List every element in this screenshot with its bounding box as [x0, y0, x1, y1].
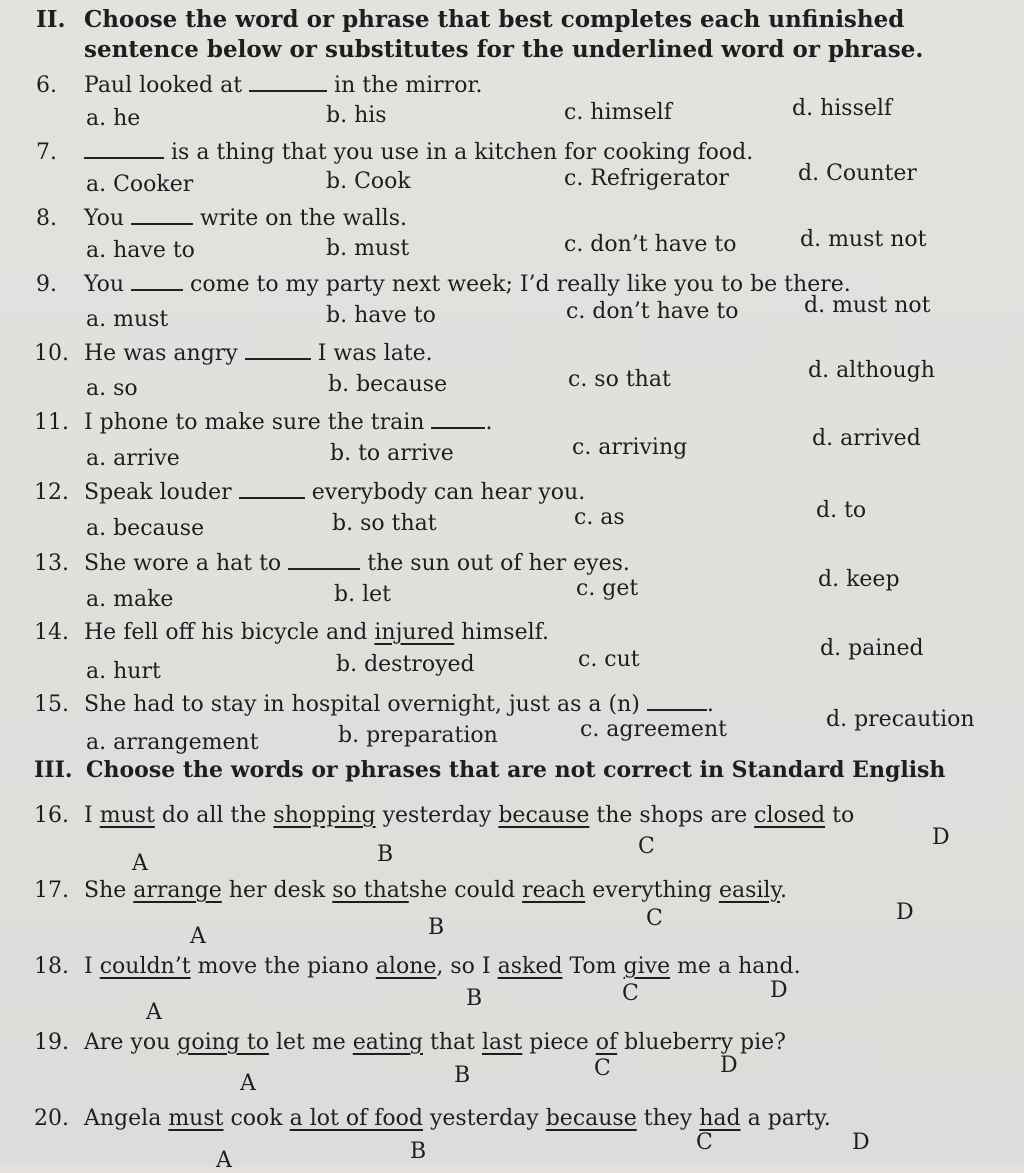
option-a: a. he: [86, 106, 141, 131]
underlined-part-c: because: [498, 803, 590, 828]
sentence-text: a party.: [747, 1106, 831, 1131]
sentence-text: she could: [408, 878, 516, 903]
underlined-part-a: couldn’t: [99, 954, 191, 979]
option-b: b. to arrive: [330, 441, 454, 466]
label-d: D: [896, 900, 914, 925]
question-text: I was late.: [317, 341, 433, 366]
question-14: [34, 620, 549, 645]
question-number: 6.: [36, 73, 57, 98]
underlined-part-d: give: [623, 954, 671, 979]
option-a: a. make: [86, 587, 174, 612]
sentence-text: Tom: [569, 954, 617, 979]
label-d: D: [932, 825, 950, 850]
question-10: [34, 340, 433, 366]
option-a: a. because: [86, 516, 205, 541]
option-c: c. himself: [564, 100, 672, 125]
answer-blank: [131, 271, 183, 291]
underlined-part-c: last: [481, 1030, 523, 1055]
label-d: D: [770, 978, 788, 1003]
underlined-part-d: closed: [754, 803, 826, 828]
question-text: He fell off his bicycle and: [84, 620, 368, 645]
answer-blank: [288, 550, 360, 570]
question-text: .: [706, 692, 714, 717]
question-text: She had to stay in hospital overnight, just as a (n): [84, 692, 640, 717]
underlined-part-a: arrange: [133, 878, 222, 903]
question-13: [34, 550, 630, 576]
question-7: [36, 139, 753, 165]
underlined-part-a: going to: [177, 1030, 269, 1055]
question-text: Paul looked at: [84, 73, 243, 98]
question-20: [34, 1106, 831, 1131]
question-12: [34, 479, 585, 505]
section-3-heading: [34, 757, 945, 783]
label-b: B: [410, 1139, 427, 1164]
option-b: b. let: [334, 582, 391, 607]
question-number: 12.: [34, 480, 69, 505]
question-17: [34, 878, 787, 903]
option-b: b. because: [328, 372, 448, 397]
option-c: c. don’t have to: [566, 299, 739, 324]
label-b: B: [466, 986, 483, 1011]
sentence-text: piece: [529, 1030, 589, 1055]
sentence-text: let me: [275, 1030, 346, 1055]
option-a: a. arrive: [86, 446, 180, 471]
option-d: d. arrived: [812, 426, 921, 451]
option-d: d. pained: [820, 636, 924, 661]
question-9: [36, 271, 851, 297]
sentence-text: I: [84, 803, 93, 828]
sentence-text: blueberry pie?: [624, 1030, 786, 1055]
section-3-numeral: III.: [34, 757, 73, 783]
underlined-part-c: because: [545, 1106, 637, 1131]
underlined-part-b: shopping: [273, 803, 376, 828]
sentence-text: , so I: [436, 954, 491, 979]
option-d: d. to: [816, 498, 867, 523]
underlined-part-b: so that: [332, 878, 409, 903]
option-a: a. so: [86, 376, 138, 401]
option-b: b. destroyed: [336, 652, 475, 677]
underlined-part-d: of: [595, 1030, 618, 1055]
question-number: 17.: [34, 878, 69, 903]
sentence-text: her desk: [228, 878, 326, 903]
answer-blank: [131, 205, 193, 225]
option-c: c. cut: [578, 647, 640, 672]
sentence-text: yesterday: [382, 803, 492, 828]
answer-blank: [647, 691, 707, 711]
option-d: d. must not: [804, 293, 931, 318]
question-text: Speak louder: [84, 480, 232, 505]
label-d: D: [720, 1053, 738, 1078]
underlined-part-b: alone: [375, 954, 437, 979]
option-b: b. must: [326, 236, 410, 261]
label-a: A: [190, 924, 206, 949]
question-number: 9.: [36, 272, 57, 297]
sentence-text: they: [643, 1106, 693, 1131]
answer-blank: [239, 479, 305, 499]
question-text: in the mirror.: [334, 73, 483, 98]
question-text: is a thing that you use in a kitchen for cooking food.: [171, 140, 754, 165]
underlined-part-b: a lot of food: [289, 1106, 423, 1131]
underlined-word: injured: [374, 620, 455, 645]
question-number: 15.: [34, 692, 69, 717]
sentence-text: do all the: [161, 803, 267, 828]
question-text: write on the walls.: [200, 206, 408, 231]
answer-blank: [249, 72, 327, 92]
question-16: [34, 803, 854, 828]
underlined-part-a: must: [99, 803, 155, 828]
option-d: d. must not: [800, 227, 927, 252]
sentence-text: I: [84, 954, 93, 979]
question-8: [36, 205, 407, 231]
label-a: A: [240, 1071, 256, 1096]
section-2-numeral: II.: [36, 6, 66, 33]
question-text: himself.: [461, 620, 549, 645]
option-c: c. as: [574, 505, 625, 530]
underlined-part-d: had: [699, 1106, 741, 1131]
option-b: b. so that: [332, 511, 437, 536]
question-text: everybody can hear you.: [311, 480, 586, 505]
question-number: 7.: [36, 140, 57, 165]
sentence-text: .: [779, 878, 787, 903]
question-text: I phone to make sure the train: [84, 410, 425, 435]
label-a: A: [132, 851, 148, 876]
sentence-text: Are you: [84, 1030, 171, 1055]
option-b: b. Cook: [326, 169, 411, 194]
section-2-title-line1: Choose the word or phrase that best completes each unfinished: [84, 6, 905, 33]
section-2-title-line2: sentence below or substitutes for the underlined word or phrase.: [84, 36, 924, 63]
question-text: You: [84, 206, 125, 231]
label-b: B: [454, 1063, 471, 1088]
option-a: a. arrangement: [86, 730, 259, 755]
label-b: B: [377, 842, 394, 867]
label-c: C: [646, 906, 663, 931]
option-c: c. get: [576, 576, 639, 601]
question-text: You: [84, 272, 125, 297]
question-number: 18.: [34, 954, 69, 979]
question-text: He was angry: [84, 341, 238, 366]
question-text: the sun out of her eyes.: [367, 551, 630, 576]
label-a: A: [146, 1000, 162, 1025]
label-c: C: [594, 1056, 611, 1081]
option-b: b. his: [326, 103, 387, 128]
question-number: 14.: [34, 620, 69, 645]
label-a: A: [216, 1148, 232, 1173]
label-c: C: [638, 834, 655, 859]
question-number: 11.: [34, 410, 69, 435]
question-15: [34, 691, 714, 717]
question-number: 10.: [34, 341, 69, 366]
label-c: C: [696, 1130, 713, 1155]
option-c: c. Refrigerator: [564, 166, 729, 191]
underlined-part-a: must: [168, 1106, 224, 1131]
section-2-heading: [36, 6, 904, 33]
label-d: D: [852, 1130, 870, 1155]
option-b: b. have to: [326, 303, 436, 328]
option-c: c. agreement: [580, 717, 727, 742]
answer-blank: [245, 340, 311, 360]
question-number: 8.: [36, 206, 57, 231]
option-a: a. hurt: [86, 659, 161, 684]
underlined-part-d: easily: [718, 878, 780, 903]
sentence-text: She: [84, 878, 127, 903]
sentence-text: the shops are: [596, 803, 748, 828]
question-number: 19.: [34, 1030, 69, 1055]
option-c: c. so that: [568, 367, 671, 392]
option-d: d. precaution: [826, 707, 975, 732]
sentence-text: to: [832, 803, 855, 828]
option-c: c. don’t have to: [564, 232, 737, 257]
underlined-part-c: reach: [522, 878, 586, 903]
question-11: [34, 409, 492, 435]
sentence-text: cook: [230, 1106, 283, 1131]
question-text: She wore a hat to: [84, 551, 282, 576]
option-d: d. hisself: [792, 96, 893, 121]
option-c: c. arriving: [572, 435, 688, 460]
option-a: a. Cooker: [86, 172, 194, 197]
sentence-text: Angela: [84, 1106, 162, 1131]
option-a: a. have to: [86, 238, 195, 263]
question-number: 20.: [34, 1106, 69, 1131]
question-number: 16.: [34, 803, 69, 828]
answer-blank: [431, 409, 485, 429]
option-b: b. preparation: [338, 723, 498, 748]
question-number: 13.: [34, 551, 69, 576]
sentence-text: move the piano: [197, 954, 369, 979]
question-19: [34, 1030, 786, 1055]
sentence-text: me a hand.: [677, 954, 801, 979]
question-text: come to my party next week; I’d really like you to be there.: [190, 272, 851, 297]
question-6: [36, 72, 483, 98]
section-3-title: Choose the words or phrases that are not correct in Standard English: [86, 757, 946, 783]
option-a: a. must: [86, 307, 169, 332]
option-d: d. keep: [818, 567, 900, 592]
underlined-part-c: asked: [497, 954, 563, 979]
sentence-text: that: [430, 1030, 475, 1055]
label-b: B: [428, 915, 445, 940]
sentence-text: everything: [592, 878, 712, 903]
question-18: [34, 954, 801, 979]
option-d: d. Counter: [798, 161, 917, 186]
label-c: C: [622, 981, 639, 1006]
underlined-part-b: eating: [352, 1030, 424, 1055]
question-text: .: [485, 410, 493, 435]
option-d: d. although: [808, 358, 935, 383]
sentence-text: yesterday: [429, 1106, 539, 1131]
answer-blank: [84, 139, 164, 159]
